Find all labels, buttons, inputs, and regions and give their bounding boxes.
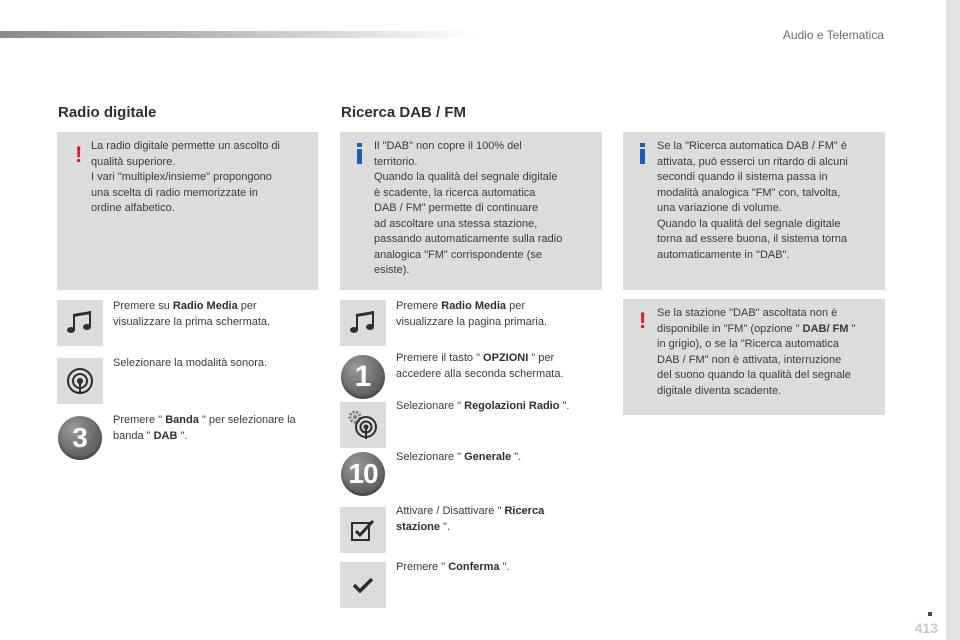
page-edge-strip — [946, 0, 960, 640]
step-number-10: 10 — [341, 452, 385, 496]
info-box-dab-coverage — [340, 132, 602, 290]
warning-icon: ! — [639, 308, 647, 333]
page-number: 413 — [914, 620, 938, 636]
checkmark-icon — [352, 576, 374, 594]
radio-source-icon — [65, 366, 95, 396]
info-text: Il "DAB" non copre il 100% del territorio. Quando la qualità del segnale digitale è scadente, la ricerca automatica DAB / FM" permette di continuare ad ascoltare una stessa stazione, passando automaticamente sulla radio analogica "FM" corrispondente (se esiste). — [374, 140, 563, 276]
middle-step-1: Premere Radio Media per visualizzare la pagina primaria. — [396, 300, 548, 328]
info-icon-dot — [640, 143, 645, 147]
info-icon-dot — [357, 143, 362, 147]
left-step-1: Premere su Radio Media per visualizzare la prima schermata. — [113, 300, 271, 328]
page-header-title: Audio e Telematica — [782, 28, 884, 42]
warning-text: La radio digitale permette un ascolto di qualità superiore. I vari "multiplex/insieme" propongono una scelta di radio memorizzate in ordine alfabetico. — [91, 140, 280, 214]
page-number-dot — [928, 612, 932, 616]
step-number-1: 1 — [341, 355, 385, 399]
middle-step-5: Attivare / Disattivare " Ricerca stazione ". — [396, 505, 545, 533]
music-note-tile-2 — [340, 300, 386, 346]
step-number-3: 3 — [58, 416, 102, 460]
left-step-2: Selezionare la modalità sonora. — [113, 357, 268, 369]
checkbox-check-tile — [340, 507, 386, 553]
music-note-icon — [65, 310, 95, 336]
left-step-3: Premere " Banda " per selezionare la banda " DAB ". — [113, 414, 296, 442]
info-text-right: Se la "Ricerca automatica DAB / FM" è attivata, può esserci un ritardo di alcuni secondi quando il sistema passa in modalità analogica "FM" con, talvolta, una variazione di volume. Quando la qualità del segnale digitale torna ad essere buona, il sistema torna automaticamente in "DAB". — [657, 140, 848, 261]
section-title-ricerca-dab-fm: Ricerca DAB / FM — [341, 104, 467, 121]
section-title-radio-digitale: Radio digitale — [58, 104, 157, 121]
gear-radio-icon — [346, 408, 380, 442]
checkbox-check-icon — [350, 518, 376, 542]
checkmark-tile — [340, 562, 386, 608]
warning-text-right: Se la stazione "DAB" ascoltata non è disponibile in "FM" (opzione " DAB/ FM " in grigio), o se la "Ricerca automatica DAB / FM" non è attivata, interruzione del suono quando la qualità del segnale digitale diventa scadente. — [657, 307, 856, 397]
music-note-icon — [348, 310, 378, 336]
warning-icon: ! — [75, 142, 83, 167]
warning-box-radio-digitale — [57, 132, 318, 290]
info-icon — [357, 149, 362, 164]
middle-step-6: Premere " Conferma ". — [396, 561, 510, 573]
middle-step-4: Selezionare " Generale ". — [396, 451, 522, 463]
header-bar — [0, 31, 480, 38]
warning-box-fm-unavailable — [623, 299, 885, 415]
music-note-tile — [57, 300, 103, 346]
info-box-automatic-search — [623, 132, 885, 290]
middle-step-2: Premere il tasto " OPZIONI " per accedere alla seconda schermata. — [396, 352, 564, 380]
gear-radio-tile — [340, 402, 386, 448]
middle-step-3: Selezionare " Regolazioni Radio ". — [396, 400, 570, 412]
radio-source-tile — [57, 358, 103, 404]
info-icon — [640, 149, 645, 164]
